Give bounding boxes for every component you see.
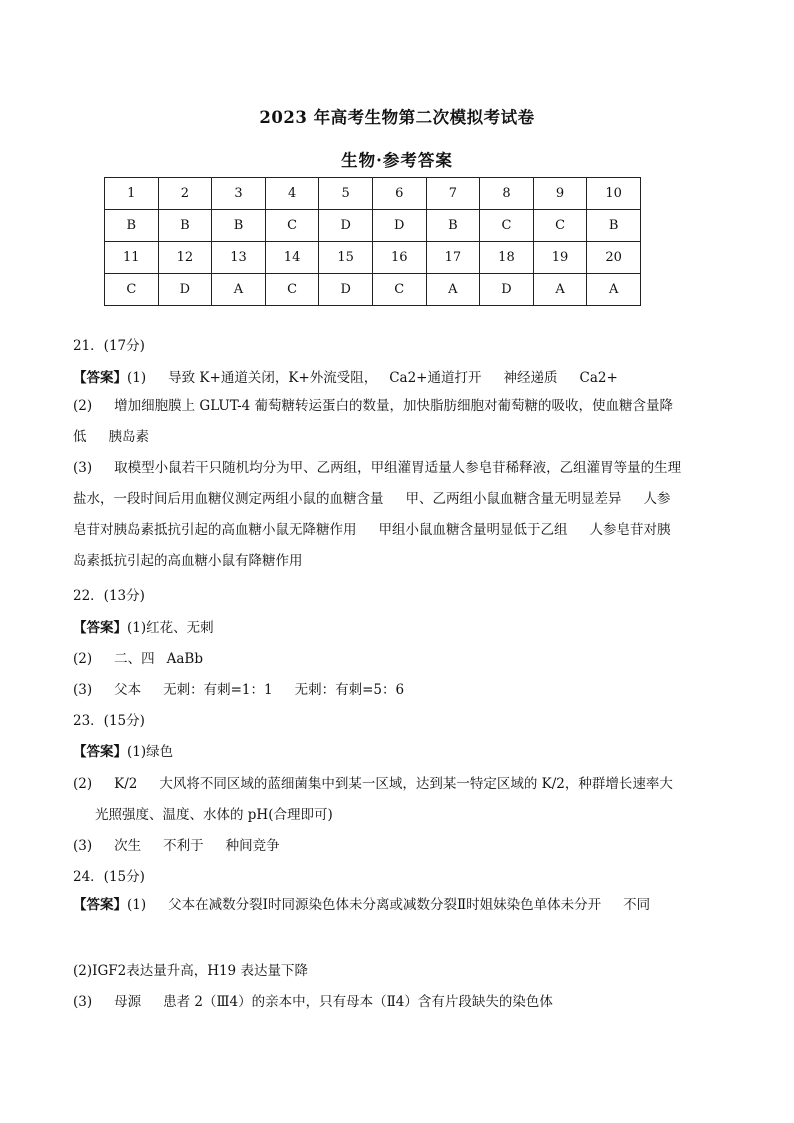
answer-text: 取模型小鼠若干只随机均分为甲、乙两组，甲组灌胃适量人参皂苷稀释液，乙组灌胃等量的生理盐水，一段时间后用血糖仪测定两组小鼠的血糖含量	[73, 460, 682, 507]
q21-part2	[73, 391, 683, 453]
table-cell: 17	[426, 242, 480, 274]
table-cell: C	[265, 274, 319, 306]
table-cell: D	[158, 274, 212, 306]
answer-text: K/2	[114, 776, 138, 792]
answer-text: 父本	[114, 682, 142, 698]
answer-text: 神经递质	[503, 370, 558, 386]
table-cell: B	[105, 210, 159, 242]
table-cell: 13	[212, 242, 266, 274]
table-row	[105, 178, 641, 210]
table-cell: 20	[587, 242, 641, 274]
table-cell: 3	[212, 178, 266, 210]
table-cell: B	[212, 210, 266, 242]
answer-text: 患者 2（Ⅲ4）的亲本中，只有母本（Ⅱ4）含有片段缺失的染色体	[163, 994, 553, 1010]
table-cell: 15	[319, 242, 373, 274]
answer-text: 甲、乙两组小鼠血糖含量无明显差异	[405, 491, 622, 507]
answer-text: 不同	[623, 897, 651, 913]
table-cell: 1	[105, 178, 159, 210]
table-cell: 5	[319, 178, 373, 210]
q21-part1	[73, 366, 618, 386]
answer-text: 无刺：有刺=1：1	[163, 682, 273, 698]
table-cell: D	[372, 210, 426, 242]
part-number: (3)	[73, 994, 93, 1010]
answer-text: 次生	[114, 838, 142, 854]
answer-text: 不利于	[163, 838, 204, 854]
answer-text: 母源	[114, 994, 142, 1010]
table-cell: C	[533, 210, 587, 242]
q24-part3	[73, 990, 553, 1010]
table-cell: B	[158, 210, 212, 242]
answer-text: 绿色	[146, 744, 174, 760]
answer-text: 增加细胞膜上 GLUT-4 葡萄糖转运蛋白的数量，加快脂肪细胞对葡萄糖的吸收，使血糖含量降低	[73, 398, 674, 445]
table-cell: C	[372, 274, 426, 306]
answer-text: 父本在减数分裂Ⅰ时同源染色体未分离或减数分裂Ⅱ时姐妹染色单体未分开	[168, 897, 602, 913]
table-cell: C	[105, 274, 159, 306]
table-cell: D	[319, 210, 373, 242]
part-number: (1)	[127, 370, 147, 386]
answer-text: 红花、无刺	[146, 620, 214, 636]
table-cell: B	[426, 210, 480, 242]
table-cell: 14	[265, 242, 319, 274]
answer-text: 胰岛素	[108, 429, 149, 445]
q22-heading: 22．(13分)	[73, 588, 145, 604]
table-cell: 4	[265, 178, 319, 210]
answer-text: Ca2+	[579, 370, 618, 386]
table-cell: D	[480, 274, 534, 306]
table-cell: 2	[158, 178, 212, 210]
table-cell: 7	[426, 178, 480, 210]
table-row	[105, 210, 641, 242]
answer-tag: 【答案】	[73, 620, 127, 636]
q23-part3	[73, 834, 280, 854]
table-cell: 11	[105, 242, 159, 274]
table-cell: 8	[480, 178, 534, 210]
q23-part2	[73, 772, 673, 792]
table-cell: 18	[480, 242, 534, 274]
part-number: (1)	[127, 744, 147, 760]
q23-part1	[73, 740, 173, 760]
part-number: (3)	[73, 838, 93, 854]
part-number: (2)	[73, 651, 93, 667]
q21-heading: 21．(17分)	[73, 338, 145, 354]
table-cell: D	[319, 274, 373, 306]
table-cell: 19	[533, 242, 587, 274]
table-cell: A	[212, 274, 266, 306]
q21-part3	[73, 453, 683, 577]
answer-text: 大风将不同区域的蓝细菌集中到某一区域，达到某一特定区域的 K/2，种群增长速率大	[159, 776, 673, 792]
answer-tag: 【答案】	[73, 370, 127, 386]
table-cell: A	[587, 274, 641, 306]
q23-part2-cont: 光照强度、温度、水体的 pH(合理即可)	[95, 807, 333, 823]
table-cell: B	[587, 210, 641, 242]
answer-text: 无刺：有刺=5：6	[294, 682, 405, 698]
part-number: (3)	[73, 460, 93, 476]
table-cell: C	[480, 210, 534, 242]
part-number: (1)	[127, 620, 147, 636]
answer-text: 种间竞争	[225, 838, 280, 854]
table-cell: 6	[372, 178, 426, 210]
answer-text: 人参皂苷对胰岛素抵抗引起的高血糖小鼠有降糖作用	[73, 522, 671, 569]
answer-text: 甲组小鼠血糖含量明显低于乙组	[378, 522, 568, 538]
table-cell: A	[426, 274, 480, 306]
table-cell: A	[533, 274, 587, 306]
table-cell: 9	[533, 178, 587, 210]
answer-text: 人参皂苷对胰岛素抵抗引起的高血糖小鼠无降糖作用	[73, 491, 671, 538]
q24-part1	[73, 890, 683, 921]
table-row	[105, 274, 641, 306]
q23-heading: 23．(15分)	[73, 713, 145, 729]
answer-key-subtitle: 生物·参考答案	[341, 151, 453, 170]
table-cell: 12	[158, 242, 212, 274]
answer-text: Ca2+通道打开	[389, 370, 482, 386]
table-row	[105, 242, 641, 274]
q22-part2	[73, 647, 203, 667]
answer-text: 导致 K+通道关闭，K+外流受阻，	[168, 370, 378, 386]
table-cell: C	[265, 210, 319, 242]
answer-text: AaBb	[166, 651, 203, 667]
part-number: (2)	[73, 963, 93, 979]
part-number: (2)	[73, 776, 93, 792]
part-number: (2)	[73, 398, 93, 414]
exam-title: 2023 年高考生物第二次模拟考试卷	[259, 108, 535, 127]
answer-table	[104, 177, 641, 306]
answer-tag: 【答案】	[73, 897, 127, 913]
answer-tag: 【答案】	[73, 744, 127, 760]
q22-part3	[73, 678, 404, 698]
answer-text: 二、四	[114, 651, 155, 667]
table-cell: 10	[587, 178, 641, 210]
part-number: (3)	[73, 682, 93, 698]
q24-part2	[73, 959, 308, 979]
q22-part1	[73, 616, 214, 636]
q24-heading: 24．(15分)	[73, 869, 145, 885]
table-cell: 16	[372, 242, 426, 274]
answer-text: IGF2表达量升高，H19 表达量下降	[92, 963, 308, 979]
part-number: (1)	[127, 897, 147, 913]
